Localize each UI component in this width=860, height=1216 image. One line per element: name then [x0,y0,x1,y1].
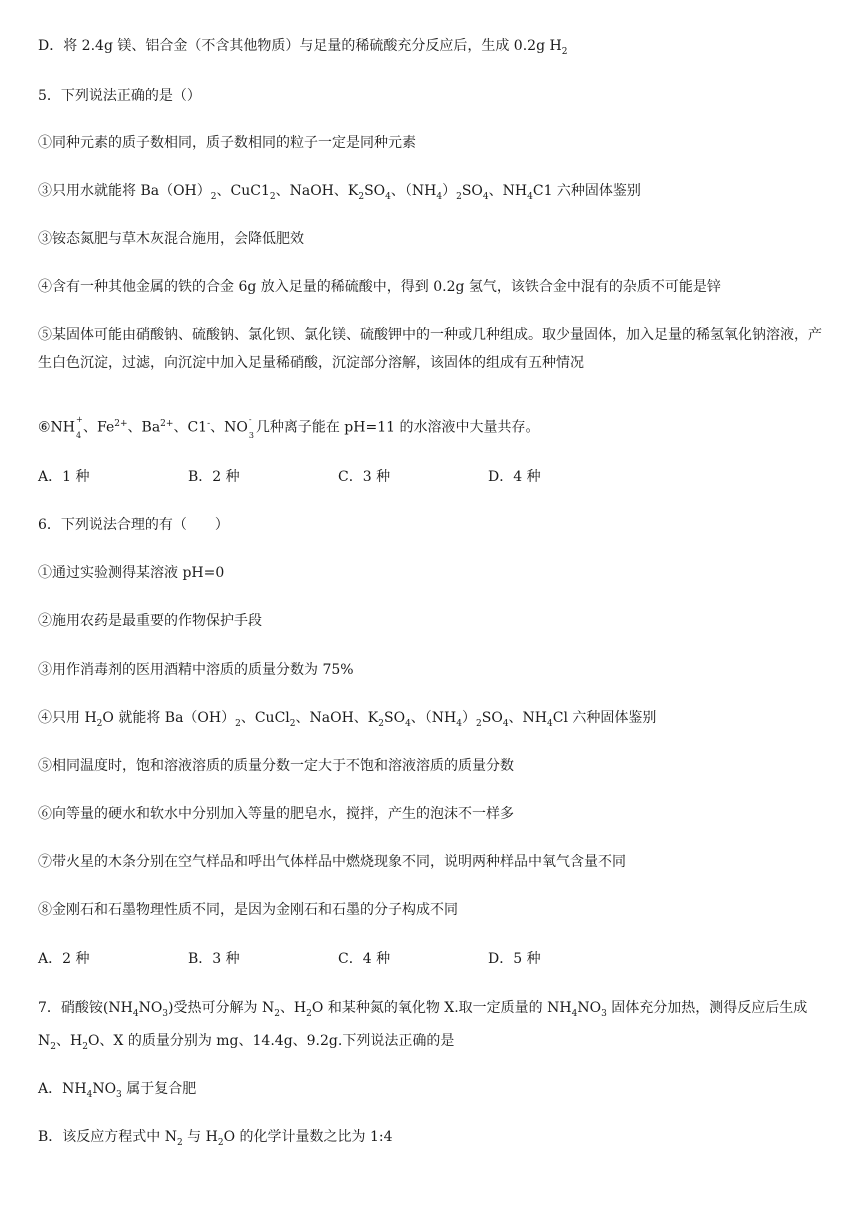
subscript: 4 [86,1089,93,1100]
text-segment: ） [462,710,476,726]
text-segment: NO [138,1000,163,1016]
q5-option-c[interactable]: C．3 种 [338,469,391,485]
q6-option-c[interactable]: C．4 种 [338,951,391,967]
subscript: 2 [96,718,103,729]
subscript: 2 [378,718,384,729]
text-segment: 、CuCl [240,710,290,726]
q5-option-a[interactable]: A．1 种 [38,469,90,485]
text-segment: SO [364,183,386,199]
subscript: 4 [436,191,443,202]
subscript: 4 [482,191,489,202]
text-segment: 、（NH [410,710,457,726]
text-segment: ） [442,183,457,199]
subscript: 4 [502,718,509,729]
ion-ba: 、Ba [127,419,161,436]
subscript: 2 [210,191,217,202]
q5-stem: 5．下列说法正确的是（） [38,88,201,104]
subscript: 2 [358,191,365,202]
text-segment: NO [92,1081,117,1097]
q7-stem-line1 [38,998,830,1024]
text-segment: B．该反应方程式中 N [38,1129,177,1145]
subscript: 2 [476,718,482,729]
subscript: 4 [456,718,462,729]
text-segment: 、NH [508,710,548,726]
subscript: 4 [76,431,82,440]
subscript: 2 [82,1041,88,1052]
subscript: 2 [289,718,296,729]
q6-option-a[interactable]: A．2 种 [38,951,90,967]
text-segment: 固体充分加热，测得反应后生成 [606,1000,808,1016]
q5-statement-3a [38,181,830,207]
text-segment: 、NaOH、K [275,183,359,199]
ion-no3-script [248,414,256,440]
text-segment: C1 六种固体鉴别 [532,183,641,199]
q5-statement-5: ⑤某固体可能由硝酸钠、硫酸钠、氯化钡、氯化镁、硫酸钾中的一种或几种组成。取少量固体，加入足量的稀氢氧化钠溶液，产生白色沉淀，过滤，向沉淀中加入足量稀硝酸，沉淀部分溶解，该固体的组成有五种情况 [38,327,822,371]
text-segment: SO [481,710,503,726]
subscript: 2 [269,191,276,202]
q6-statement-5: ⑤相同温度时，饱和溶液溶质的质量分数一定大于不饱和溶液溶质的质量分数 [38,758,514,774]
text-segment: A．NH [38,1081,87,1097]
q5-option-d[interactable]: D．4 种 [488,469,541,485]
q4-option-d-text: D．将 2.4g 镁、铝合金（不含其他物质）与足量的稀硫酸充分反应后，生成 0.2g H [38,38,562,54]
charge: - [248,415,252,424]
ion-no3: 、NO [210,419,248,436]
text-segment: 、CuC1 [216,183,270,199]
text-segment: 、NH [488,183,528,199]
text-segment: SO [383,710,406,726]
subscript: 2 [217,1137,224,1148]
q5-statement-3b: ③铵态氮肥与草木灰混合施用，会降低肥效 [38,231,304,247]
text-segment: 、（NH [390,183,437,199]
subscript: 2 [561,46,568,57]
text-segment: O 就能将 Ba（OH） [102,710,236,726]
subscript: 3 [162,1008,169,1019]
subscript: 2 [235,718,241,729]
q6-statement-2: ②施用农药是最重要的作物保护手段 [38,613,262,629]
subscript: 2 [177,1137,183,1148]
q7-option-b[interactable] [38,1127,830,1153]
text-segment: NO [577,1000,602,1016]
q5-statement-3a-text: ③只用水就能将 Ba（OH） [38,183,211,199]
text-segment: 与 H [182,1129,218,1145]
text-segment: )受热可分解为 N [168,1000,275,1016]
charge: 2+ [114,419,128,429]
subscript: 3 [601,1008,607,1019]
q7-option-a[interactable] [38,1079,830,1105]
subscript: 3 [116,1089,122,1100]
q7-stem-text: 7．硝酸铵(NH [38,1000,133,1016]
q5-statement-6 [38,414,830,438]
subscript: 3 [248,431,254,440]
charge: 2+ [160,419,174,429]
q6-statement-8: ⑧金刚石和石墨物理性质不同，是因为金刚石和石墨的分子构成不同 [38,902,458,918]
subscript: 4 [405,718,411,729]
subscript: 4 [571,1008,578,1019]
ion-cl: 、C1 [173,419,208,436]
q4-option-d [38,36,830,62]
ion-fe: 、Fe [83,419,115,436]
q6-statement-7: ⑦带火星的木条分别在空气样品和呼出气体样品中燃烧现象不同，说明两种样品中氧气含量不同 [38,854,626,870]
text-segment: 、H [55,1033,83,1049]
text-segment: O 和某种氮的氧化物 X.取一定质量的 NH [311,1000,572,1016]
q7-stem-line2 [38,1031,830,1057]
subscript: 4 [527,191,533,202]
charge: + [76,415,83,424]
q6-statement-3: ③用作消毒剂的医用酒精中溶质的质量分数为 75% [38,662,354,678]
subscript: 2 [274,1008,280,1019]
subscript: 2 [306,1008,312,1019]
q6-statement-6: ⑥向等量的硬水和软水中分别加入等量的肥皂水，搅拌，产生的泡沫不一样多 [38,806,514,822]
q6-stem: 6．下列说法合理的有（ ） [38,517,229,533]
q5-statement-4: ④含有一种其他金属的铁的合金 6g 放入足量的稀硫酸中，得到 0.2g 氢气，该铁合金中混有的杂质不可能是锌 [38,279,721,295]
text-segment: 几种离子能在 pH=11 的水溶液中大量共存。 [255,419,540,436]
text-segment: O、X 的质量分别为 mg、14.4g、9.2g.下列说法正确的是 [87,1033,455,1049]
q6-option-d[interactable]: D．5 种 [488,951,541,967]
ion-nh4-script [75,414,83,440]
subscript: 4 [132,1008,139,1019]
subscript: 4 [385,191,391,202]
text-segment: 、NaOH、K [295,710,379,726]
subscript: 4 [547,718,553,729]
ion-nh4: ⑥NH [38,419,76,436]
q6-statement-1: ①通过实验测得某溶液 pH=0 [38,565,225,581]
charge: - [207,419,211,429]
q6-option-b[interactable]: B．3 种 [188,951,240,967]
subscript: 2 [456,191,462,202]
text-segment: SO [461,183,483,199]
q6-statement-4 [38,708,830,734]
text-segment: O 的化学计量数之比为 1:4 [223,1129,393,1145]
q5-statement-1: ①同种元素的质子数相同，质子数相同的粒子一定是同种元素 [38,135,416,151]
subscript: 2 [50,1041,56,1052]
text-segment: 、H [279,1000,307,1016]
q6-statement-4-text: ④只用 H [38,710,97,726]
text-segment: 属于复合肥 [121,1081,197,1097]
q5-option-b[interactable]: B．2 种 [188,469,240,485]
text-segment: N [38,1033,51,1049]
text-segment: Cl 六种固体鉴别 [552,710,657,726]
